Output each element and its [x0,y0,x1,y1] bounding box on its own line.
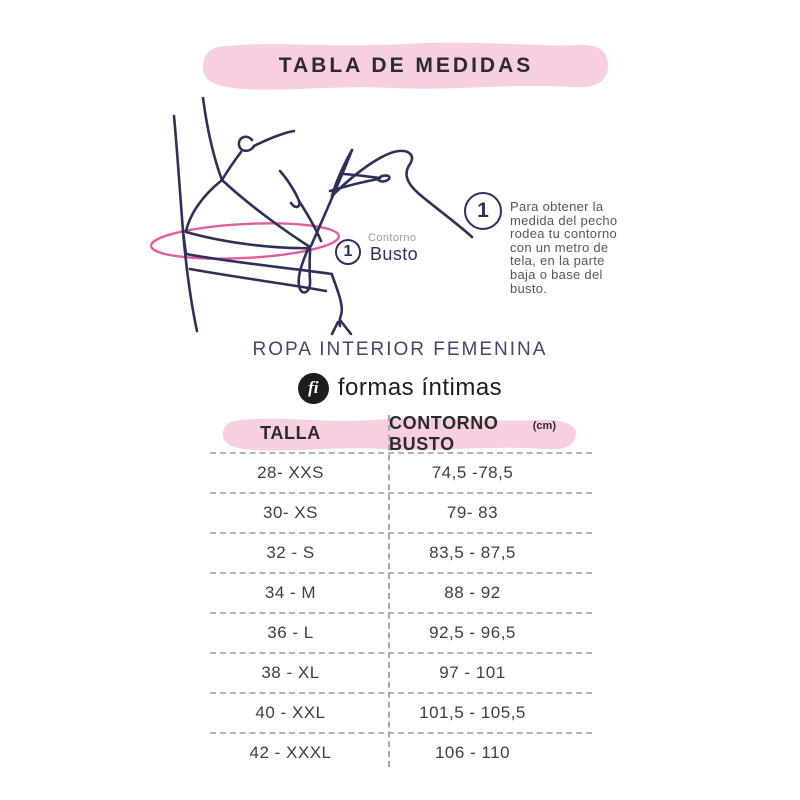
instruction-step-badge: 1 [464,192,502,230]
measure-tape-ellipse [150,219,340,263]
table-row [210,652,592,692]
cell-busto: 101,5 - 105,5 [419,703,526,722]
measure-label-contorno: Contorno [368,232,417,244]
col-title-talla: TALLA [260,423,321,443]
brand-lockup [0,371,800,405]
instruction-text [510,200,670,295]
cell-busto: 74,5 -78,5 [431,463,514,482]
cell-talla: 38 - XL [261,663,320,682]
cell-talla: 40 - XXL [255,703,326,722]
instruction-line: busto. [510,280,548,296]
cell-busto: 88 - 92 [444,583,501,602]
header-cell-talla [210,423,389,444]
cell-talla: 32 - S [266,543,315,562]
instruction-line: Para obtener la [510,199,604,214]
header-cell-contorno [389,413,592,455]
brand-name: formas íntimas [337,374,503,401]
torso-line-art [140,96,485,338]
page-title: TABLA DE MEDIDAS [278,54,534,77]
cell-busto: 83,5 - 87,5 [429,543,516,562]
instruction-block [464,192,674,312]
col-unit-cm: (cm) [532,419,556,432]
instruction-line: tela, en la parte [510,253,605,269]
table-row [210,692,592,732]
table-row [210,532,592,572]
cell-talla: 30- XS [263,503,318,522]
table-rows [210,452,592,772]
size-table [210,412,592,775]
brand-logo-icon: fi [298,373,329,404]
column-divider [388,415,390,767]
cell-busto: 92,5 - 96,5 [429,623,516,642]
table-row [210,732,592,772]
instruction-line: medida del pecho [510,212,618,228]
table-row [210,492,592,532]
instruction-line: con un metro de [510,239,609,255]
cell-talla: 36 - L [267,623,314,642]
cell-talla: 42 - XXXL [249,743,332,762]
table-row [210,572,592,612]
cell-talla: 34 - M [264,583,317,602]
table-header-row [210,412,592,454]
title-banner [199,39,613,93]
table-row [210,612,592,652]
cell-talla: 28- XXS [257,463,324,482]
instruction-line: baja o base del [510,266,603,282]
col-title-contorno: CONTORNO BUSTO [389,412,499,454]
instruction-line: rodea tu contorno [510,226,618,242]
category-title: ROPA INTERIOR FEMENINA [252,339,548,360]
bust-measure-illustration [140,96,485,338]
cell-busto: 97 - 101 [439,663,506,682]
cell-busto: 79- 83 [446,503,499,522]
cell-busto: 106 - 110 [434,743,511,762]
measure-point-1-badge: 1 [335,239,361,265]
table-row [210,452,592,492]
measure-label-busto: Busto [370,244,419,264]
